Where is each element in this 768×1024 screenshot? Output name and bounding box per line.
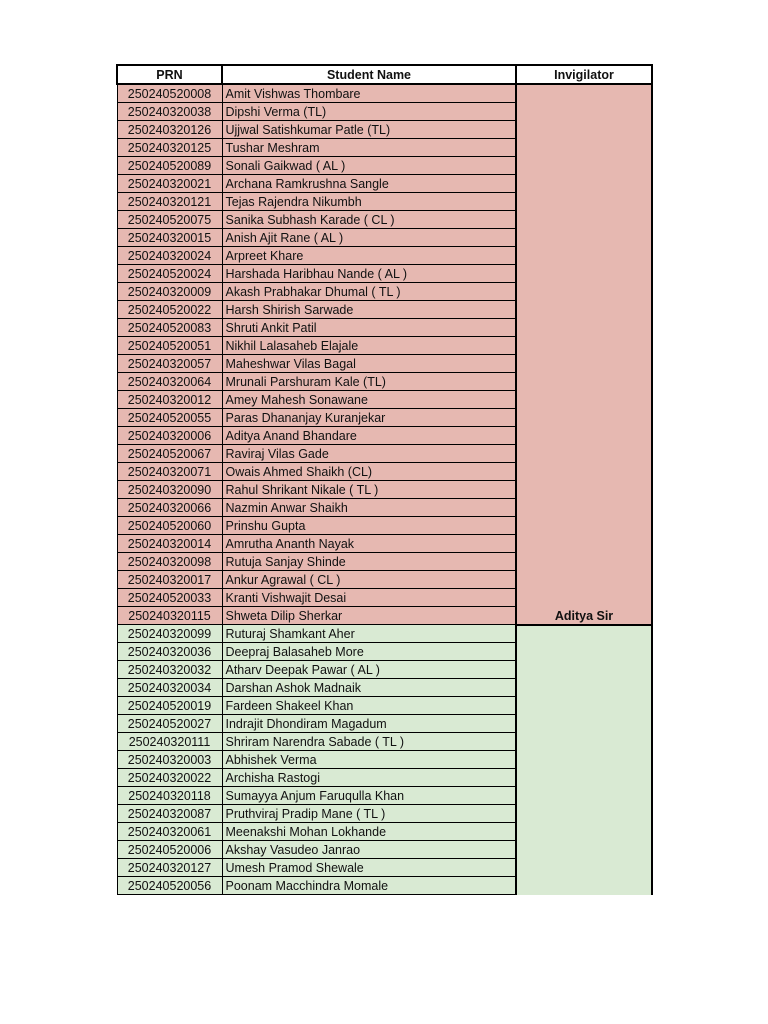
prn-cell: 250240520060 xyxy=(117,517,222,535)
student-name-cell: Harshada Haribhau Nande ( AL ) xyxy=(222,265,516,283)
student-name-cell: Atharv Deepak Pawar ( AL ) xyxy=(222,661,516,679)
table-row xyxy=(117,625,652,643)
student-name-cell: Fardeen Shakeel Khan xyxy=(222,697,516,715)
prn-cell: 250240520089 xyxy=(117,157,222,175)
student-name-cell: Ruturaj Shamkant Aher xyxy=(222,625,516,643)
student-name-cell: Anish Ajit Rane ( AL ) xyxy=(222,229,516,247)
prn-cell: 250240520008 xyxy=(117,84,222,103)
student-name-cell: Sonali Gaikwad ( AL ) xyxy=(222,157,516,175)
prn-cell: 250240520075 xyxy=(117,211,222,229)
prn-cell: 250240320006 xyxy=(117,427,222,445)
student-name-cell: Aditya Anand Bhandare xyxy=(222,427,516,445)
prn-cell: 250240320012 xyxy=(117,391,222,409)
prn-cell: 250240520019 xyxy=(117,697,222,715)
student-name-cell: Archisha Rastogi xyxy=(222,769,516,787)
prn-cell: 250240320099 xyxy=(117,625,222,643)
student-name-cell: Deepraj Balasaheb More xyxy=(222,643,516,661)
student-name-cell: Paras Dhananjay Kuranjekar xyxy=(222,409,516,427)
prn-cell: 250240320118 xyxy=(117,787,222,805)
prn-cell: 250240520006 xyxy=(117,841,222,859)
header-prn: PRN xyxy=(117,65,222,84)
prn-cell: 250240320017 xyxy=(117,571,222,589)
prn-cell: 250240320036 xyxy=(117,643,222,661)
prn-cell: 250240520051 xyxy=(117,337,222,355)
header-invigilator: Invigilator xyxy=(516,65,652,84)
prn-cell: 250240320034 xyxy=(117,679,222,697)
table-row xyxy=(117,84,652,103)
student-name-cell: Shruti Ankit Patil xyxy=(222,319,516,337)
prn-cell: 250240320061 xyxy=(117,823,222,841)
student-name-cell: Nikhil Lalasaheb Elajale xyxy=(222,337,516,355)
student-name-cell: Amey Mahesh Sonawane xyxy=(222,391,516,409)
student-name-cell: Rutuja Sanjay Shinde xyxy=(222,553,516,571)
student-name-cell: Amrutha Ananth Nayak xyxy=(222,535,516,553)
student-name-cell: Kranti Vishwajit Desai xyxy=(222,589,516,607)
student-name-cell: Tejas Rajendra Nikumbh xyxy=(222,193,516,211)
prn-cell: 250240520083 xyxy=(117,319,222,337)
student-name-cell: Archana Ramkrushna Sangle xyxy=(222,175,516,193)
prn-cell: 250240320014 xyxy=(117,535,222,553)
invigilation-table xyxy=(116,64,653,895)
header-student-name: Student Name xyxy=(222,65,516,84)
prn-cell: 250240320038 xyxy=(117,103,222,121)
student-name-cell: Amit Vishwas Thombare xyxy=(222,84,516,103)
prn-cell: 250240320032 xyxy=(117,661,222,679)
prn-cell: 250240320127 xyxy=(117,859,222,877)
student-name-cell: Indrajit Dhondiram Magadum xyxy=(222,715,516,733)
prn-cell: 250240320125 xyxy=(117,139,222,157)
prn-cell: 250240320111 xyxy=(117,733,222,751)
prn-cell: 250240320115 xyxy=(117,607,222,625)
prn-cell: 250240520033 xyxy=(117,589,222,607)
prn-cell: 250240320121 xyxy=(117,193,222,211)
prn-cell: 250240520022 xyxy=(117,301,222,319)
student-name-cell: Meenakshi Mohan Lokhande xyxy=(222,823,516,841)
prn-cell: 250240520055 xyxy=(117,409,222,427)
prn-cell: 250240320009 xyxy=(117,283,222,301)
prn-cell: 250240520056 xyxy=(117,877,222,895)
prn-cell: 250240320098 xyxy=(117,553,222,571)
prn-cell: 250240520027 xyxy=(117,715,222,733)
student-name-cell: Pruthviraj Pradip Mane ( TL ) xyxy=(222,805,516,823)
student-name-cell: Raviraj Vilas Gade xyxy=(222,445,516,463)
prn-cell: 250240320126 xyxy=(117,121,222,139)
student-name-cell: Abhishek Verma xyxy=(222,751,516,769)
prn-cell: 250240320090 xyxy=(117,481,222,499)
invigilator-cell xyxy=(516,625,652,895)
student-name-cell: Darshan Ashok Madnaik xyxy=(222,679,516,697)
invigilator-cell: Aditya Sir xyxy=(516,84,652,625)
student-name-cell: Sanika Subhash Karade ( CL ) xyxy=(222,211,516,229)
student-name-cell: Shweta Dilip Sherkar xyxy=(222,607,516,625)
student-name-cell: Maheshwar Vilas Bagal xyxy=(222,355,516,373)
student-name-cell: Sumayya Anjum Faruqulla Khan xyxy=(222,787,516,805)
prn-cell: 250240320024 xyxy=(117,247,222,265)
prn-cell: 250240520024 xyxy=(117,265,222,283)
prn-cell: 250240520067 xyxy=(117,445,222,463)
header-row xyxy=(117,65,652,84)
student-name-cell: Owais Ahmed Shaikh (CL) xyxy=(222,463,516,481)
student-name-cell: Ujjwal Satishkumar Patle (TL) xyxy=(222,121,516,139)
student-name-cell: Rahul Shrikant Nikale ( TL ) xyxy=(222,481,516,499)
student-name-cell: Tushar Meshram xyxy=(222,139,516,157)
student-name-cell: Ankur Agrawal ( CL ) xyxy=(222,571,516,589)
student-name-cell: Dipshi Verma (TL) xyxy=(222,103,516,121)
prn-cell: 250240320022 xyxy=(117,769,222,787)
student-name-cell: Nazmin Anwar Shaikh xyxy=(222,499,516,517)
prn-cell: 250240320021 xyxy=(117,175,222,193)
student-name-cell: Akash Prabhakar Dhumal ( TL ) xyxy=(222,283,516,301)
student-name-cell: Harsh Shirish Sarwade xyxy=(222,301,516,319)
student-name-cell: Mrunali Parshuram Kale (TL) xyxy=(222,373,516,391)
student-name-cell: Akshay Vasudeo Janrao xyxy=(222,841,516,859)
table-body xyxy=(117,84,652,895)
prn-cell: 250240320087 xyxy=(117,805,222,823)
prn-cell: 250240320003 xyxy=(117,751,222,769)
student-name-cell: Arpreet Khare xyxy=(222,247,516,265)
prn-cell: 250240320071 xyxy=(117,463,222,481)
student-name-cell: Shriram Narendra Sabade ( TL ) xyxy=(222,733,516,751)
prn-cell: 250240320064 xyxy=(117,373,222,391)
student-name-cell: Prinshu Gupta xyxy=(222,517,516,535)
student-name-cell: Poonam Macchindra Momale xyxy=(222,877,516,895)
prn-cell: 250240320066 xyxy=(117,499,222,517)
prn-cell: 250240320057 xyxy=(117,355,222,373)
prn-cell: 250240320015 xyxy=(117,229,222,247)
student-name-cell: Umesh Pramod Shewale xyxy=(222,859,516,877)
